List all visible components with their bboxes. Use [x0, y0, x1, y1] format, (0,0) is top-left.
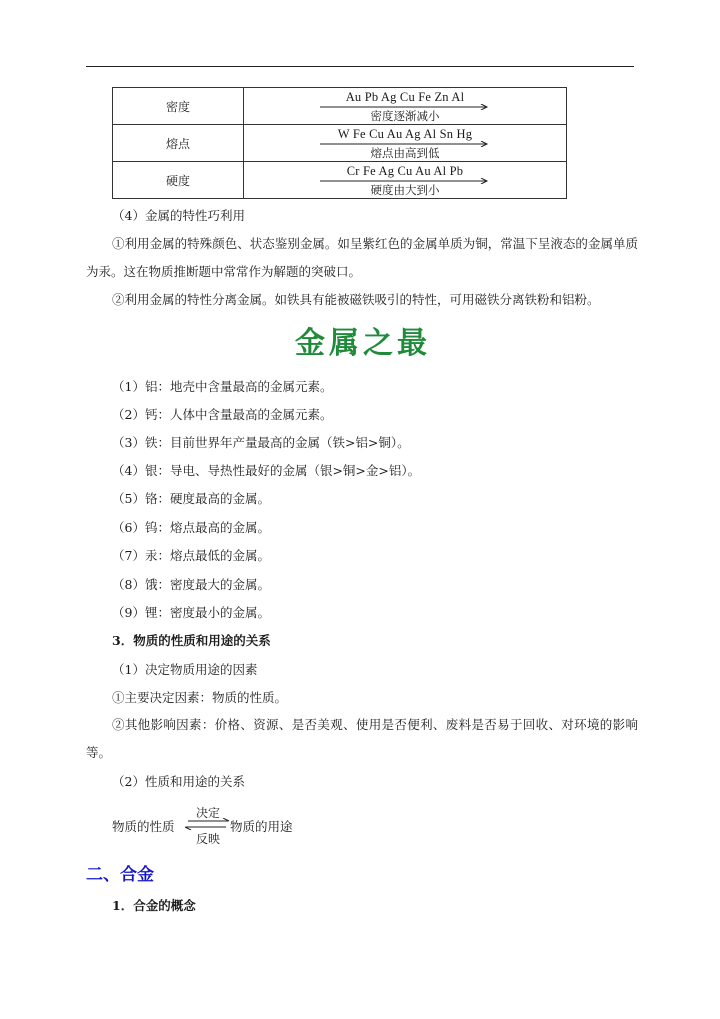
trend-label: 硬度由大到小 — [370, 182, 440, 197]
element-sequence: Au Pb Ag Cu Fe Zn Al — [345, 89, 465, 104]
trend-label: 密度逐渐减小 — [370, 108, 440, 123]
trend-label: 熔点由高到低 — [370, 145, 440, 160]
relation-above-label: 决定 — [195, 806, 220, 820]
bidirectional-arrow-icon — [184, 818, 230, 830]
metal-properties-table — [112, 87, 567, 199]
fact-item: （5）铬：硬度最高的金属。 — [112, 491, 270, 506]
section3-title: 3．物质的性质和用途的关系 — [112, 633, 271, 648]
fact-item: （2）钙：人体中含量最高的金属元素。 — [112, 407, 333, 422]
fact-item: （9）锂：密度最小的金属。 — [112, 605, 270, 620]
metals-superlatives-banner: 金属之最 — [295, 326, 431, 361]
order-sequence — [320, 90, 490, 123]
row-label: 密度 — [113, 88, 244, 125]
table-row — [113, 125, 567, 162]
section3-point1: ①主要决定因素：物质的性质。 — [112, 690, 288, 705]
fact-item: （7）汞：熔点最低的金属。 — [112, 548, 270, 563]
section4-item2: ②利用金属的特性分离金属。如铁具有能被磁铁吸引的特性，可用磁铁分离铁粉和铝粉。 — [112, 292, 600, 307]
relation-right-label: 物质的用途 — [230, 819, 293, 834]
table-row — [113, 88, 567, 125]
row-label: 硬度 — [113, 162, 244, 199]
section4-item1: ①利用金属的特殊颜色、状态鉴别金属。如呈紫红色的金属单质为铜，常温下呈液态的金属单质为汞。这在物质推断题中常常作为解题的突破口。 — [86, 236, 638, 279]
relation-left-label: 物质的性质 — [112, 819, 175, 834]
section3-sub2: （2）性质和用途的关系 — [112, 774, 245, 789]
alloy-sub1: 1．合金的概念 — [112, 898, 196, 913]
section4-heading: （4）金属的特性巧利用 — [112, 208, 245, 223]
fact-item: （6）钨：熔点最高的金属。 — [112, 520, 270, 535]
order-sequence — [320, 127, 490, 160]
element-sequence: W Fe Cu Au Ag Al Sn Hg — [337, 126, 473, 141]
fact-item: （1）铝：地壳中含量最高的金属元素。 — [112, 379, 333, 394]
property-use-relation — [112, 804, 352, 846]
element-sequence: Cr Fe Ag Cu Au Al Pb — [346, 163, 464, 178]
section3-point2: ②其他影响因素：价格、资源、是否美观、使用是否便利、废料是否易于回收、对环境的影响等。 — [86, 717, 638, 760]
header-rule — [86, 66, 634, 67]
fact-item: （3）铁：目前世界年产量最高的金属（铁>铝>铜）。 — [112, 435, 410, 450]
row-label: 熔点 — [113, 125, 244, 162]
relation-below-label: 反映 — [195, 832, 220, 846]
fact-item: （4）银：导电、导热性最好的金属（银>铜>金>铝）。 — [112, 463, 421, 478]
order-sequence — [320, 164, 490, 197]
table-row — [113, 162, 567, 199]
fact-item: （8）饿：密度最大的金属。 — [112, 577, 270, 592]
section3-sub1: （1）决定物质用途的因素 — [112, 662, 258, 677]
alloy-section-title: 二、合金 — [86, 865, 154, 885]
